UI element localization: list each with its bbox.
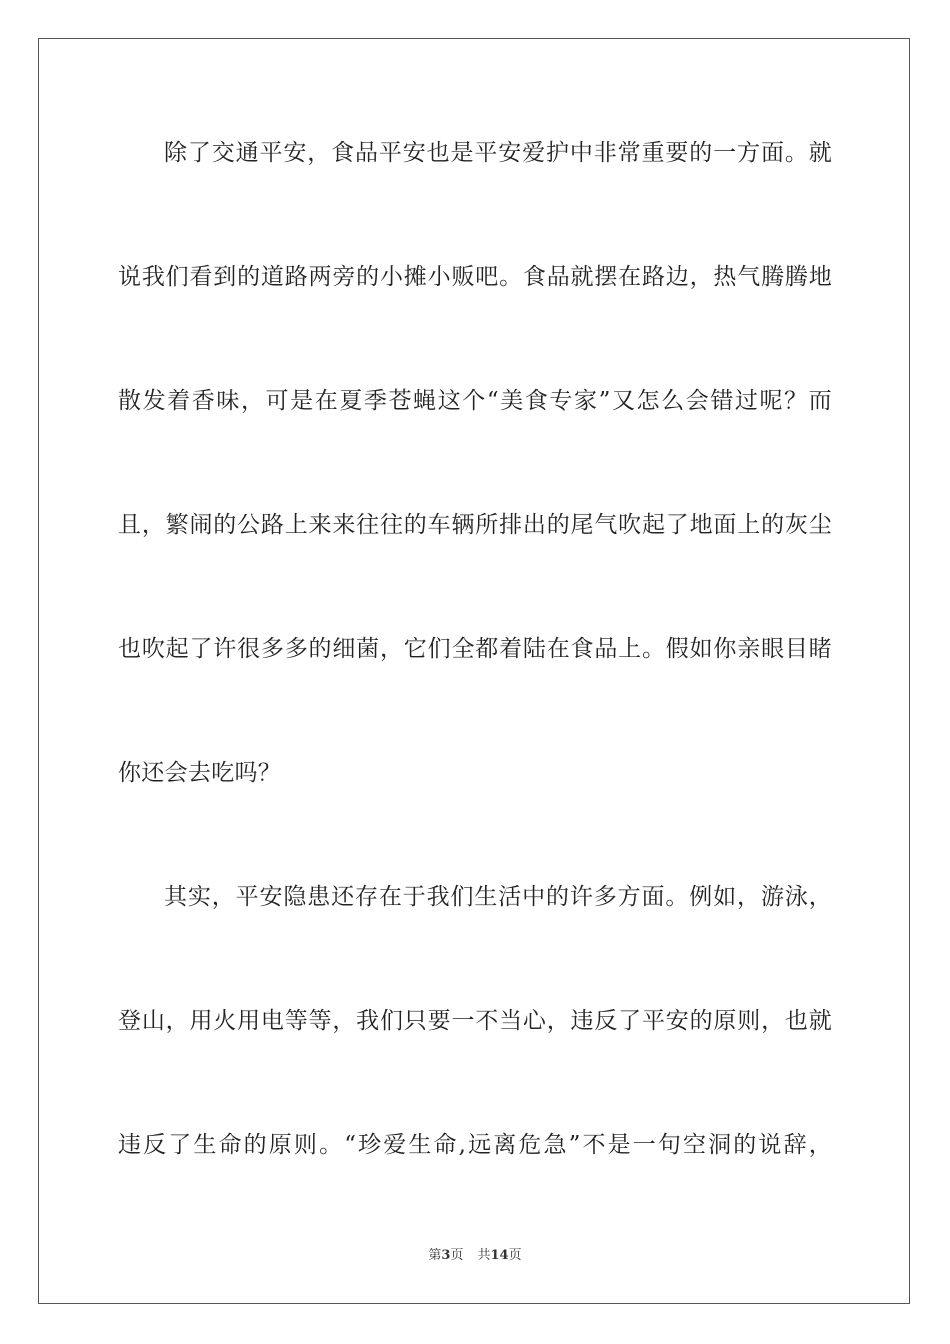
paragraph-1-line-4: 且，繁闹的公路上来来往往的车辆所排出的尾气吹起了地面上的灰尘: [118, 512, 832, 538]
paragraph-1-line-1: 除了交通平安，食品平安也是平安爱护中非常重要的一方面。就: [164, 140, 832, 166]
paragraph-1-line-5: 也吹起了许很多多的细菌，它们全都着陆在食品上。假如你亲眼目睹: [118, 636, 832, 662]
paragraph-2-line-2: 登山，用火用电等等，我们只要一不当心，违反了平安的原则，也就: [118, 1008, 832, 1034]
page-border: [38, 38, 910, 1304]
paragraph-1-line-2: 说我们看到的道路两旁的小摊小贩吧。食品就摆在路边，热气腾腾地: [118, 264, 832, 290]
paragraph-1-line-3: 散发着香味，可是在夏季苍蝇这个“美食专家”又怎么会错过呢？而: [118, 388, 832, 414]
footer-total-prefix: 共: [477, 1248, 491, 1263]
footer-page-prefix: 第: [428, 1248, 442, 1263]
footer-page-suffix: 页: [450, 1248, 464, 1263]
footer-total-suffix: 页: [508, 1248, 522, 1263]
page-footer: [0, 1248, 950, 1264]
paragraph-2-line-1: 其实，平安隐患还存在于我们生活中的许多方面。例如，游泳，: [164, 884, 832, 910]
paragraph-1-line-6: 你还会去吃吗？: [118, 760, 282, 786]
paragraph-2-line-3: 违反了生命的原则。“珍爱生命,远离危急”不是一句空洞的说辞，: [118, 1132, 832, 1158]
footer-total-pages: 14: [490, 1248, 509, 1263]
footer-page-number: 3: [441, 1248, 451, 1263]
